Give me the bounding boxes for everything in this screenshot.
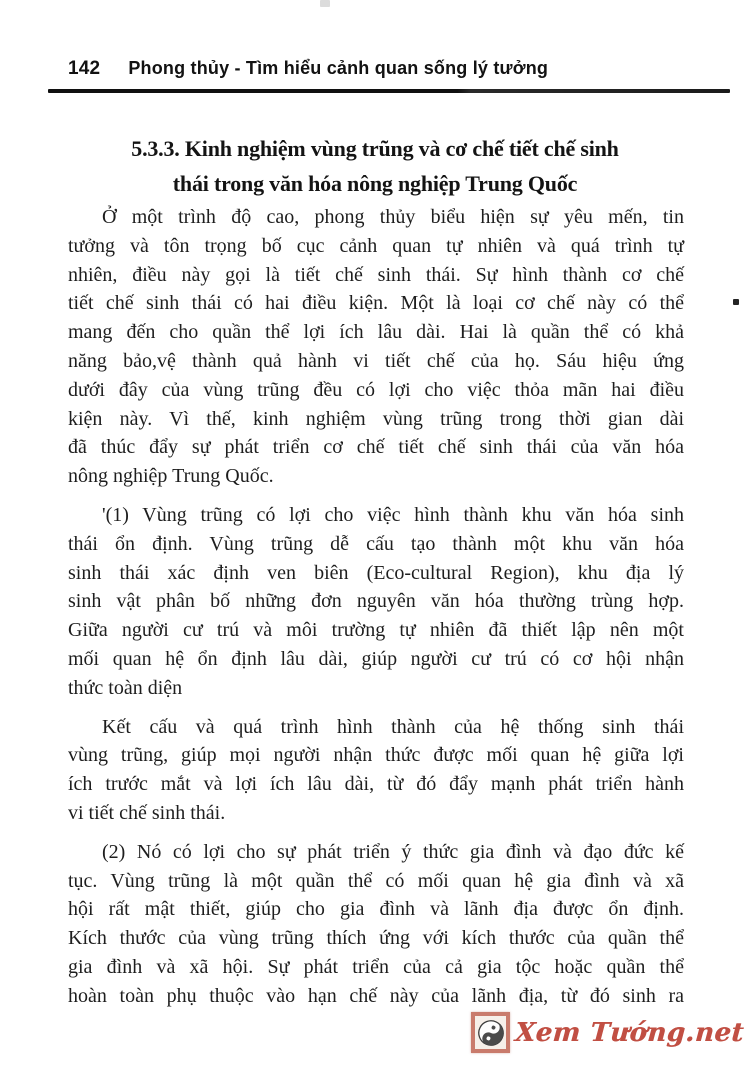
text-line: vi tiết chế sinh thái. [68,801,226,824]
text-line: nông nghiệp Trung Quốc. [68,465,274,488]
text-line: nhiên, điều này gọi là tiết chế sinh thái. Sự hình thành cơ chế [68,263,684,286]
text-line: hội rất mật thiết, giúp cho gia đình và lãnh địa được ổn định. [68,898,684,921]
text-line: gia đình và xã hội. Sự phát triển của cả gia tộc hoặc quần thể [68,955,684,978]
page-number: 142 [68,58,101,79]
text-line: năng bảo,vệ thành quả hành vi tiết chế của họ. Sáu hiệu ứng [68,349,684,372]
text-line: '(1) Vùng trũng có lợi cho việc hình thành khu văn hóa sinh [102,503,684,526]
watermark [471,1012,744,1053]
header-rule [48,89,730,93]
watermark-text: Xem Tướng.net [513,1017,746,1048]
section-heading-line: 5.3.3. Kinh nghiệm vùng trũng và cơ chế tiết chế sinh [131,136,619,161]
text-line: tiết chế sinh thái có hai điều kiện. Một là loại cơ chế này có thể [68,292,684,315]
text-line: sinh thái xác định ven biên (Eco-cultural Region), khu địa lý [68,561,684,584]
text-line: Kết cấu và quá trình hình thành của hệ thống sinh thái [102,715,684,738]
book-title: Phong thủy - Tìm hiểu cảnh quan sống lý tưởng [128,58,549,78]
section-heading-line: thái trong văn hóa nông nghiệp Trung Quốc [172,171,578,196]
text-line: Kích thước của vùng trũng thích ứng với kích thước của quần thể [68,927,684,950]
text-line: tục. Vùng trũng là một quần thể có mối quan hệ gia đình và xã [68,869,684,892]
text-line: tưởng và tôn trọng bố cục cảnh quan tự nhiên và quá trình tự [68,234,684,257]
text-line: hoàn toàn phụ thuộc vào hạn chế này của lãnh địa, từ đó sinh ra [68,984,684,1007]
text-line: đã thúc đẩy sự phát triển cơ chế tiết chế sinh thái của văn hóa [68,436,684,459]
scan-speck [320,0,330,7]
text-line: thức toàn diện [68,676,183,699]
text-line: mang đến cho quần thể lợi ích lâu dài. Hai là quần thể có khả [68,321,684,344]
text-line: dưới đây của vùng trũng đều có lợi cho việc thỏa mãn hai điều [68,378,684,401]
text-line: Ở một trình độ cao, phong thủy biểu hiện sự yêu mến, tin [102,206,684,228]
ink-dot-mark [733,299,739,305]
running-header [68,58,688,80]
paragraph [68,501,684,703]
text-line: sinh vật phân bố những đơn nguyên văn hóa thường trùng hợp. [68,590,684,613]
paragraph [68,203,684,491]
body-text [68,203,684,1021]
paragraph [68,838,684,1011]
text-line: (2) Nó có lợi cho sự phát triển ý thức gia đình và đạo đức kế [102,840,684,863]
paragraph [68,713,684,828]
text-line: vùng trũng, giúp mọi người nhận thức được mối quan hệ giữa lợi [68,744,684,767]
yin-yang-icon [471,1012,510,1053]
text-line: thái ổn định. Vùng trũng dễ cấu tạo thành một khu văn hóa [68,532,684,555]
text-line: kiện này. Vì thế, kinh nghiệm vùng trũng trong thời gian dài [68,407,684,430]
text-line: Giữa người cư trú và môi trường tự nhiên đã thiết lập nên một [68,619,684,642]
section-heading [67,131,683,201]
text-line: ích trước mắt và lợi ích lâu dài, từ đó đẩy mạnh phát triển hành [68,773,684,796]
text-line: mối quan hệ ổn định lâu dài, giúp người cư trú có cơ hội nhận [68,647,684,670]
